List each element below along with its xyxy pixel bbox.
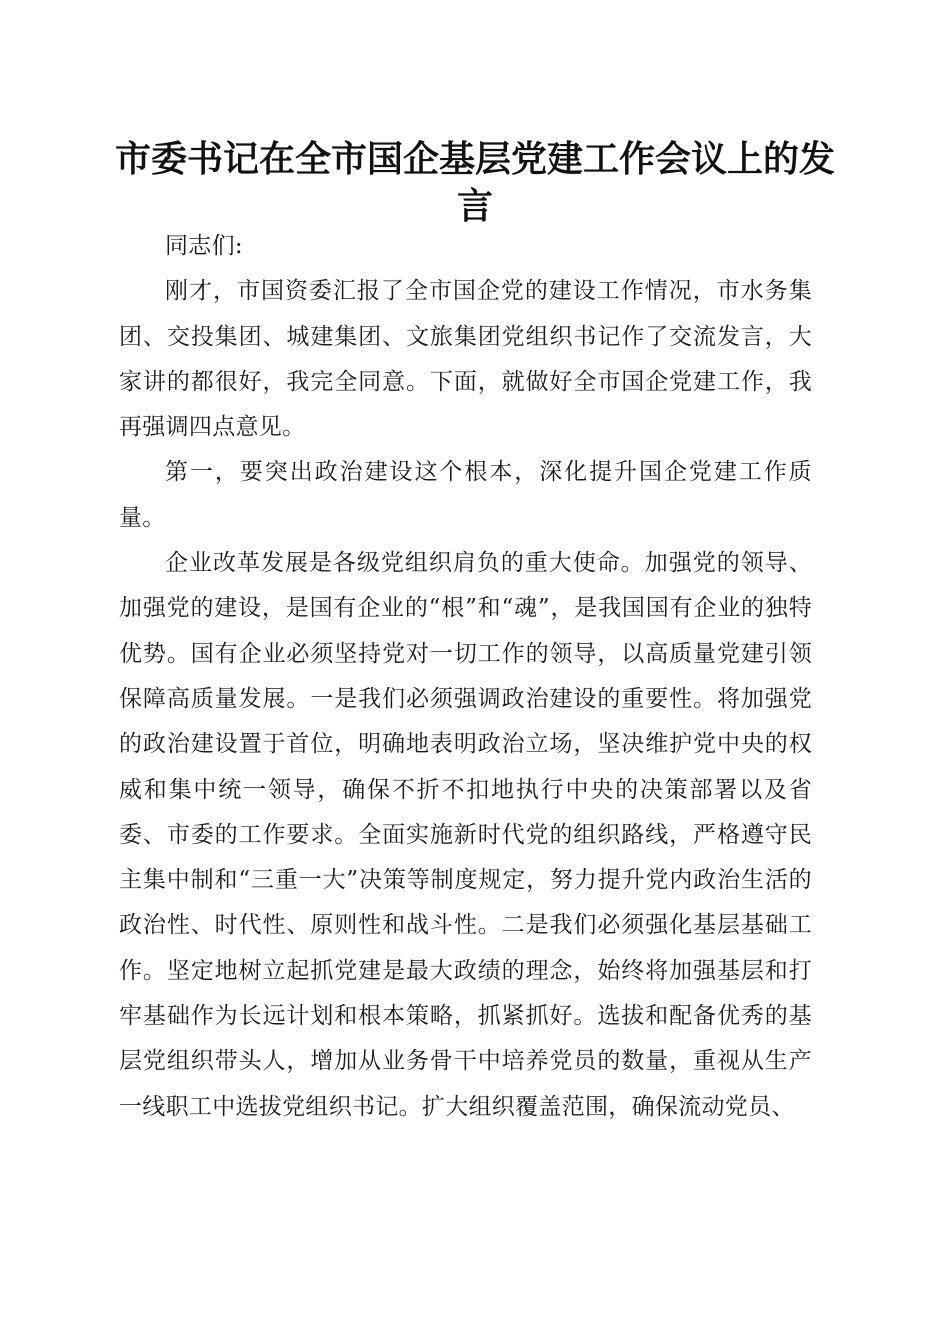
body-paragraph: 企业改革发展是各级党组织肩负的重大使命。加强党的领导、加强党的建设，是国有企业的“根”和“魂”，是我国国有企业的独特优势。国有企业必须坚持党对一切工作的领导，以高质量党建引领保障高质量发展。一是我们必须强调政治建设的重要性。将加强党的政治建设置于首位，明确地表明政治立场，坚决维护党中央的权威和集中统一领导，确保不折不扣地执行中央的决策部署以及省委、市委的工作要求。全面实施新时代党的组织路线，严格遵守民主集中制和“三重一大”决策等制度规定，努力提升党内政治生活的政治性、时代性、原则性和战斗性。二是我们必须强化基层基础工作。坚定地树立起抓党建是最大政绩的理念，始终将加强基层和打牢基础作为长远计划和根本策略，抓紧抓好。选拔和配备优秀的基层党组织带头人，增加从业务骨干中培养党员的数量，重视从生产一线职工中选拔党组织书记。扩大组织覆盖范围，确保流动党员、 — [119, 550, 812, 1120]
intro-paragraph: 刚才，市国资委汇报了全市国企党的建设工作情况，市水务集团、交投集团、城建集团、文旅集团党组织书记作了交流发言，大家讲的都很好，我完全同意。下面，就做好全市国企党建工作，我再强调四点意见。 — [119, 278, 812, 441]
section-heading-paragraph: 第一，要突出政治建设这个根本，深化提升国企党建工作质量。 — [119, 459, 812, 531]
document-title: 市委书记在全市国企基层党建工作会议上的发言 — [114, 138, 835, 227]
greeting-paragraph: 同志们: — [165, 233, 243, 259]
document-body — [119, 224, 812, 1130]
